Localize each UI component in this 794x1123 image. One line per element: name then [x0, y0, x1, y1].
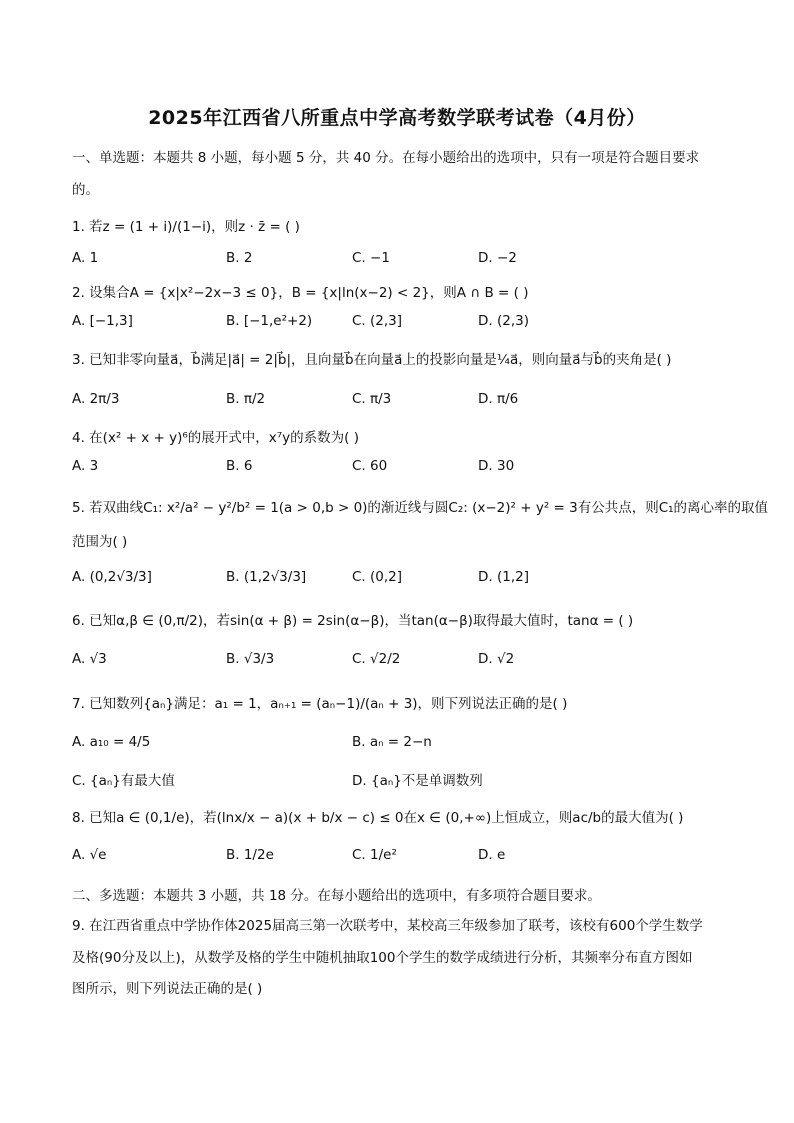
question-8-stem: 8. 已知a ∈ (0,1/e)，若(lnx/x − a)(x + b/x − c) ≤ 0在x ∈ (0,+∞)上恒成立，则ac/b的最大值为( ) — [72, 810, 684, 826]
question-9-stem-line-2: 及格(90分及以上)，从数学及格的学生中随机抽取100个学生的数学成绩进行分析，其频率分布直方图如 — [72, 950, 693, 966]
q3-option-a: A. 2π/3 — [72, 391, 120, 407]
q8-option-d: D. e — [478, 847, 506, 863]
q8-option-a: A. √e — [72, 847, 107, 863]
q5-option-d: D. (1,2] — [478, 569, 529, 585]
q5-option-c: C. (0,2] — [352, 569, 403, 585]
q8-option-b: B. 1/2e — [226, 847, 274, 863]
question-7-stem: 7. 已知数列{aₙ}满足：a₁ = 1，aₙ₊₁ = (aₙ−1)/(aₙ + 3)，则下列说法正确的是( ) — [72, 696, 568, 712]
q4-option-a: A. 3 — [72, 458, 99, 474]
question-9-stem: 9. 在江西省重点中学协作体2025届高三第一次联考中，某校高三年级参加了联考，该校有600个学生数学 — [72, 918, 703, 934]
q4-option-d: D. 30 — [478, 458, 515, 474]
q6-option-b: B. √3/3 — [226, 651, 275, 667]
page-title: 2025年江西省八所重点中学高考数学联考试卷（4月份） — [148, 107, 646, 129]
q6-option-c: C. √2/2 — [352, 651, 401, 667]
q1-option-b: B. 2 — [226, 250, 253, 266]
q7-option-a: A. a₁₀ = 4/5 — [72, 734, 151, 750]
q1-option-c: C. −1 — [352, 250, 390, 266]
q2-option-b: B. [−1,e²+2) — [226, 313, 313, 329]
q5-option-b: B. (1,2√3/3] — [226, 569, 307, 585]
question-3-stem: 3. 已知非零向量a⃗，b⃗满足|a⃗| = 2|b⃗|，且向量b⃗在向量a⃗上的投影向量是¼a⃗，则向量a⃗与b⃗的夹角是( ) — [72, 352, 672, 368]
section-heading-continuation: 的。 — [72, 182, 99, 198]
question-2-stem: 2. 设集合A = {x|x²−2x−3 ≤ 0}，B = {x|ln(x−2) < 2}，则A ∩ B = ( ) — [72, 285, 529, 301]
q7-option-b: B. aₙ = 2−n — [352, 734, 432, 750]
q2-option-c: C. (2,3] — [352, 313, 403, 329]
question-4-stem: 4. 在(x² + x + y)⁶的展开式中，x⁷y的系数为( ) — [72, 430, 359, 446]
q3-option-b: B. π/2 — [226, 391, 266, 407]
q7-option-d: D. {aₙ}不是单调数列 — [352, 773, 483, 789]
question-1-stem: 1. 若z = (1 + i)/(1−i)，则z · z̄ = ( ) — [72, 219, 300, 235]
question-9-stem-line-3: 图所示，则下列说法正确的是( ) — [72, 981, 263, 997]
section-heading-single-choice: 一、单选题：本题共 8 小题，每小题 5 分，共 40 分。在每小题给出的选项中，只有一项是符合题目要求 — [72, 150, 700, 166]
question-6-stem: 6. 已知α,β ∈ (0,π/2)，若sin(α + β) = 2sin(α−β)，当tan(α−β)取得最大值时，tanα = ( ) — [72, 613, 634, 629]
question-5-stem: 5. 若双曲线C₁: x²/a² − y²/b² = 1(a > 0,b > 0)的渐近线与圆C₂: (x−2)² + y² = 3有公共点，则C₁的离心率的取值 — [72, 500, 769, 516]
q8-option-c: C. 1/e² — [352, 847, 397, 863]
q3-option-d: D. π/6 — [478, 391, 519, 407]
q4-option-c: C. 60 — [352, 458, 388, 474]
question-5-stem-continuation: 范围为( ) — [72, 534, 128, 550]
q7-option-c: C. {aₙ}有最大值 — [72, 773, 175, 789]
q5-option-a: A. (0,2√3/3] — [72, 569, 152, 585]
q2-option-d: D. (2,3) — [478, 313, 529, 329]
q4-option-b: B. 6 — [226, 458, 253, 474]
q6-option-a: A. √3 — [72, 651, 107, 667]
section-heading-multiple-choice: 二、多选题：本题共 3 小题，共 18 分。在每小题给出的选项中，有多项符合题目要求。 — [72, 888, 601, 904]
q1-option-d: D. −2 — [478, 250, 517, 266]
q6-option-d: D. √2 — [478, 651, 515, 667]
q2-option-a: A. [−1,3] — [72, 313, 133, 329]
q1-option-a: A. 1 — [72, 250, 99, 266]
q3-option-c: C. π/3 — [352, 391, 392, 407]
